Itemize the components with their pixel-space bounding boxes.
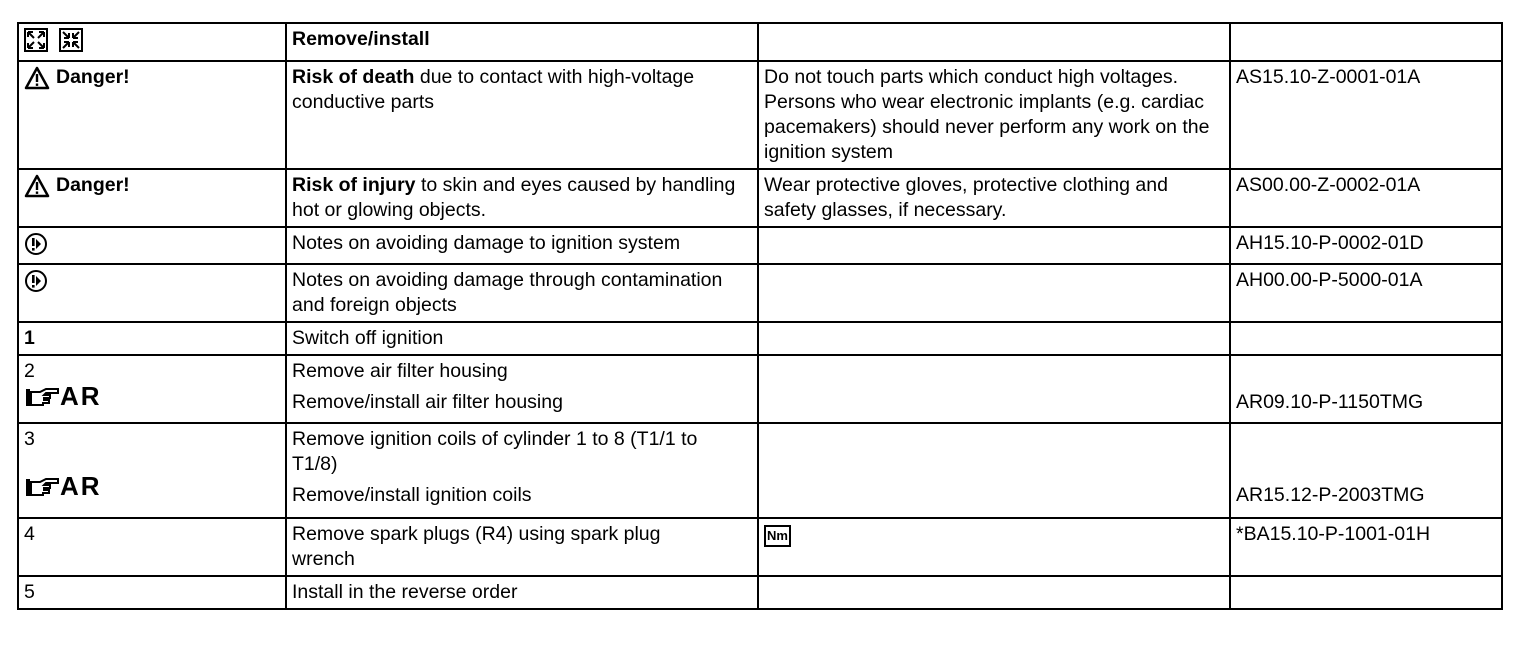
risk-label: Risk of death [292, 66, 415, 88]
danger-label: Danger! [56, 174, 130, 196]
step-number: 3 [24, 428, 35, 450]
document-link[interactable]: AS15.10-Z-0001-01A [1230, 61, 1502, 169]
step-number: 1 [18, 322, 286, 355]
step-text: Install in the reverse order [286, 576, 758, 609]
collapse-icon [59, 28, 83, 52]
note-text: Notes on avoiding damage to ignition system [286, 227, 758, 264]
table-row [18, 227, 1502, 264]
ar-label: AR [60, 471, 102, 501]
step-subtext: Remove/install ignition coils [292, 484, 532, 506]
table-row [18, 423, 1502, 518]
document-link[interactable]: AR15.12-P-2003TMG [1236, 484, 1425, 506]
warning-icon [24, 174, 50, 198]
risk-text: to skin and eyes caused by handling hot or glowing objects. [292, 174, 736, 221]
pointing-hand-icon [24, 386, 60, 408]
damage-note-icon [24, 232, 48, 256]
document-link[interactable]: AH00.00-P-5000-01A [1230, 264, 1502, 322]
table-row [18, 322, 1502, 355]
danger-label: Danger! [56, 66, 130, 88]
instruction-text: Do not touch parts which conduct high voltages. Persons who wear electronic implants (e.g. cardiac pacemakers) should never perform any work on the ignition system [758, 61, 1230, 169]
step-text: Remove spark plugs (R4) using spark plug wrench [286, 518, 758, 576]
risk-label: Risk of injury [292, 174, 416, 196]
table-row [18, 61, 1502, 169]
procedure-table [17, 22, 1503, 610]
header-icons-cell [18, 23, 286, 61]
table-row [18, 576, 1502, 609]
header-row [18, 23, 1502, 61]
risk-text: due to contact with high-voltage conductive parts [292, 66, 695, 113]
document-link[interactable]: AS00.00-Z-0002-01A [1230, 169, 1502, 227]
instruction-text: Wear protective gloves, protective clothing and safety glasses, if necessary. [758, 169, 1230, 227]
damage-note-icon [24, 269, 48, 293]
document-link[interactable]: AH15.10-P-0002-01D [1230, 227, 1502, 264]
torque-icon[interactable]: Nm [764, 525, 791, 547]
table-row [18, 264, 1502, 322]
pointing-hand-icon [24, 476, 60, 498]
document-link[interactable]: *BA15.10-P-1001-01H [1230, 518, 1502, 576]
step-number: 2 [24, 360, 35, 382]
step-text: Remove air filter housing [292, 360, 508, 382]
table-row [18, 518, 1502, 576]
note-text: Notes on avoiding damage through contamination and foreign objects [286, 264, 758, 322]
step-number: 5 [18, 576, 286, 609]
step-subtext: Remove/install air filter housing [292, 391, 563, 413]
ar-label: AR [60, 381, 102, 411]
step-number: 4 [18, 518, 286, 576]
table-row [18, 355, 1502, 423]
expand-icon [24, 28, 48, 52]
header-title: Remove/install [286, 23, 758, 61]
step-text: Remove ignition coils of cylinder 1 to 8 (T1/1 to T1/8) [292, 428, 698, 475]
step-text: Switch off ignition [286, 322, 758, 355]
document-link[interactable]: AR09.10-P-1150TMG [1236, 391, 1424, 413]
warning-icon [24, 66, 50, 90]
table-row [18, 169, 1502, 227]
